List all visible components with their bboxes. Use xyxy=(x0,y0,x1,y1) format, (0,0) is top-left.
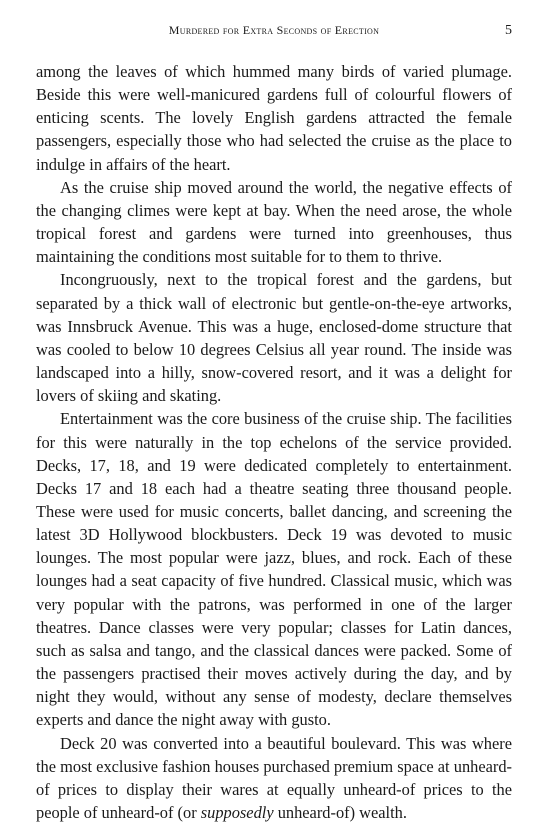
paragraph-5 xyxy=(36,732,512,825)
paragraph-4: Entertainment was the core business of the cruise ship. The facilities for this were naturally in the top echelons of the service provided. Decks, 17, 18, and 19 were dedicated completely to entertainment. Decks 17 and 18 each had a theatre seating three thousand people. These were used for music concerts, ballet dancing, and screening the latest 3D Hollywood blockbusters. Deck 19 was devoted to music lounges. The most popular were jazz, blues, and rock. Each of these lounges had a seat capacity of five hundred. Classical music, which was very popular with the patrons, was performed in one of the larger theatres. Dance classes were very popular; classes for Latin dances, such as salsa and tango, and the classical dances were packed. Some of the passengers practised their moves actively during the day, and by night they would, without any sense of modesty, declare themselves experts and dance the night away with gusto. xyxy=(36,409,512,730)
running-header xyxy=(36,23,512,41)
paragraph-2: As the cruise ship moved around the world, the negative effects of the changing climes were kept at bay. When the need arose, the whole tropical forest and gardens were turned into greenhouses, thus maintaining the conditions most suitable for to them to thrive. xyxy=(36,177,512,267)
paragraph-5-text-start: Deck 20 was converted into a beautiful boulevard. This was where the most exclusive fashion houses purchased premium space at unheard-of prices to display their wares at equally unheard-of prices to the people of unheard-of (or xyxy=(36,733,512,822)
body-text xyxy=(36,60,512,824)
book-page xyxy=(36,0,512,838)
paragraph-3: Incongruously, next to the tropical forest and the gardens, but separated by a thick wall of electronic but gentle-on-the-eye artworks, was Innsbruck Avenue. This was a huge, enclosed-dome structure that was cooled to below 10 degrees Celsius all year round. The inside was landscaped into a hilly, snow-covered resort, and it was a delight for lovers of skiing and skating. xyxy=(36,270,512,406)
paragraph-1: among the leaves of which hummed many birds of varied plumage. Beside this were well-manicured gardens full of colourful flowers of enticing scents. The lovely English gardens attracted the female passengers, especially those who had selected the cruise as the place to indulge in affairs of the heart. xyxy=(36,62,512,174)
paragraph-5-text-end: unheard-of) wealth. xyxy=(273,803,407,822)
emphasized-word: supposedly xyxy=(200,803,274,822)
page-number: 5 xyxy=(505,23,512,38)
running-title: Murdered for Extra Seconds of Erection xyxy=(168,23,380,37)
